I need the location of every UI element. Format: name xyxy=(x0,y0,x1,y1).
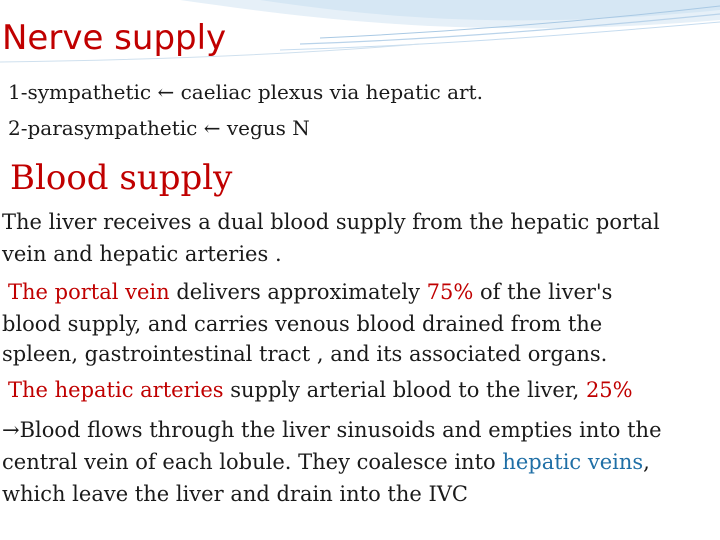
nerve-supply-title: Nerve supply xyxy=(2,18,227,58)
portal-vein-percent: 75% xyxy=(426,280,474,304)
nerve-line-parasympathetic xyxy=(8,116,310,140)
portal-vein-line-1 xyxy=(8,280,612,304)
hepatic-veins-highlight: hepatic veins xyxy=(502,450,644,474)
hepatic-arteries-highlight: The hepatic arteries xyxy=(8,378,224,402)
hepatic-arteries-text: supply arterial blood to the liver, xyxy=(223,378,586,402)
parasympathetic-label: 2-parasympathetic xyxy=(8,116,204,140)
nerve-line-sympathetic xyxy=(8,80,483,104)
right-arrow-icon: → xyxy=(2,418,20,442)
portal-vein-text: delivers approximately xyxy=(169,280,427,304)
portal-vein-line-2: blood supply, and carries venous blood drained from the xyxy=(2,312,603,336)
left-arrow-icon: ← xyxy=(203,116,221,140)
portal-vein-highlight: The portal vein xyxy=(8,280,170,304)
left-arrow-icon: ← xyxy=(157,80,175,104)
blood-flow-text-2: central vein of each lobule. They coalesce into xyxy=(2,450,503,474)
blood-flow-line-2 xyxy=(2,450,650,474)
blood-flow-text-1: Blood flows through the liver sinusoids and empties into the xyxy=(19,418,662,442)
hepatic-arteries-line xyxy=(8,378,633,402)
portal-vein-text-end: of the liver's xyxy=(473,280,613,304)
portal-vein-line-3: spleen, gastrointestinal tract , and its associated organs. xyxy=(2,342,608,366)
hepatic-arteries-percent: 25% xyxy=(585,378,633,402)
sympathetic-detail: caeliac plexus via hepatic art. xyxy=(174,80,483,104)
dual-supply-line-1: The liver receives a dual blood supply from the hepatic portal xyxy=(2,210,660,234)
blood-flow-line-3: which leave the liver and drain into the IVC xyxy=(2,482,468,506)
parasympathetic-detail: vegus N xyxy=(220,116,310,140)
blood-flow-comma: , xyxy=(643,450,650,474)
blood-flow-line-1 xyxy=(2,418,662,442)
dual-supply-line-2: vein and hepatic arteries . xyxy=(2,242,282,266)
sympathetic-label: 1-sympathetic xyxy=(8,80,158,104)
blood-supply-title: Blood supply xyxy=(10,158,233,198)
